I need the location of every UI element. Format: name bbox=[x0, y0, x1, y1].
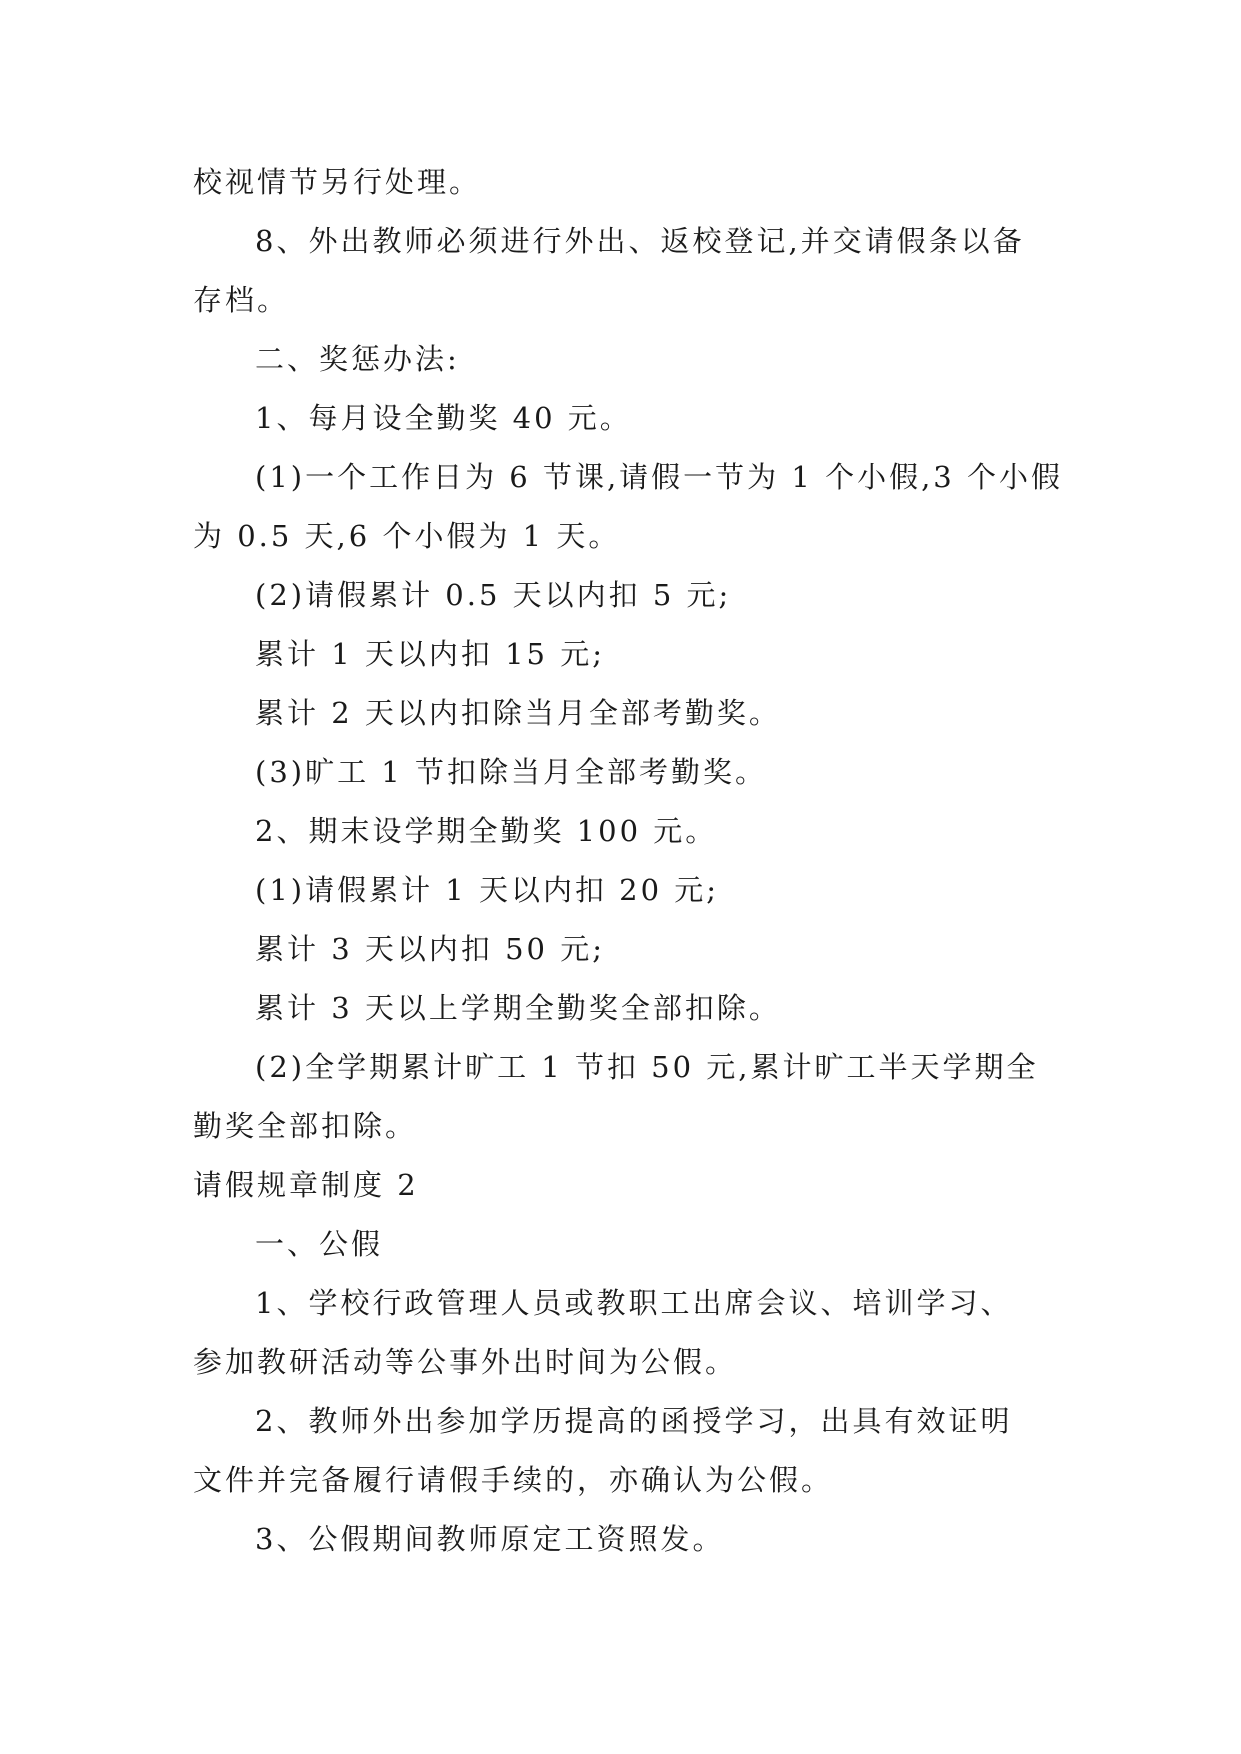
section-heading: 二、奖惩办法: bbox=[255, 342, 460, 376]
text-line: 2、期末设学期全勤奖 100 元。 bbox=[255, 814, 718, 848]
text-line: (1)请假累计 1 天以内扣 20 元; bbox=[255, 873, 720, 907]
section-heading: 一、公假 bbox=[255, 1227, 384, 1261]
text-line: 累计 3 天以内扣 50 元; bbox=[255, 932, 605, 966]
text-line: 8、外出教师必须进行外出、返校登记,并交请假条以备 bbox=[255, 224, 1025, 258]
document-title: 请假规章制度 2 bbox=[193, 1168, 419, 1202]
text-line: (3)旷工 1 节扣除当月全部考勤奖。 bbox=[255, 755, 767, 789]
text-line: 勤奖全部扣除。 bbox=[193, 1109, 418, 1143]
text-line: 1、学校行政管理人员或教职工出席会议、培训学习、 bbox=[255, 1286, 1013, 1320]
text-line: 累计 3 天以上学期全勤奖全部扣除。 bbox=[255, 991, 781, 1025]
text-line: 存档。 bbox=[193, 283, 290, 317]
text-line: 1、每月设全勤奖 40 元。 bbox=[255, 401, 632, 435]
text-line: 累计 1 天以内扣 15 元; bbox=[255, 637, 605, 671]
text-line: 2、教师外出参加学历提高的函授学习，出具有效证明 bbox=[255, 1404, 1013, 1438]
text-line: 为 0.5 天,6 个小假为 1 天。 bbox=[193, 519, 621, 553]
text-line: 累计 2 天以内扣除当月全部考勤奖。 bbox=[255, 696, 781, 730]
text-line: 3、公假期间教师原定工资照发。 bbox=[255, 1522, 725, 1556]
text-line: 文件并完备履行请假手续的，亦确认为公假。 bbox=[193, 1463, 834, 1497]
text-line: 校视情节另行处理。 bbox=[193, 165, 482, 199]
document-body bbox=[193, 153, 1063, 1569]
text-line: (2)全学期累计旷工 1 节扣 50 元,累计旷工半天学期全 bbox=[255, 1050, 1039, 1084]
text-line: 参加教研活动等公事外出时间为公假。 bbox=[193, 1345, 738, 1379]
text-line: (2)请假累计 0.5 天以内扣 5 元; bbox=[255, 578, 732, 612]
text-line: (1)一个工作日为 6 节课,请假一节为 1 个小假,3 个小假 bbox=[255, 460, 1063, 494]
